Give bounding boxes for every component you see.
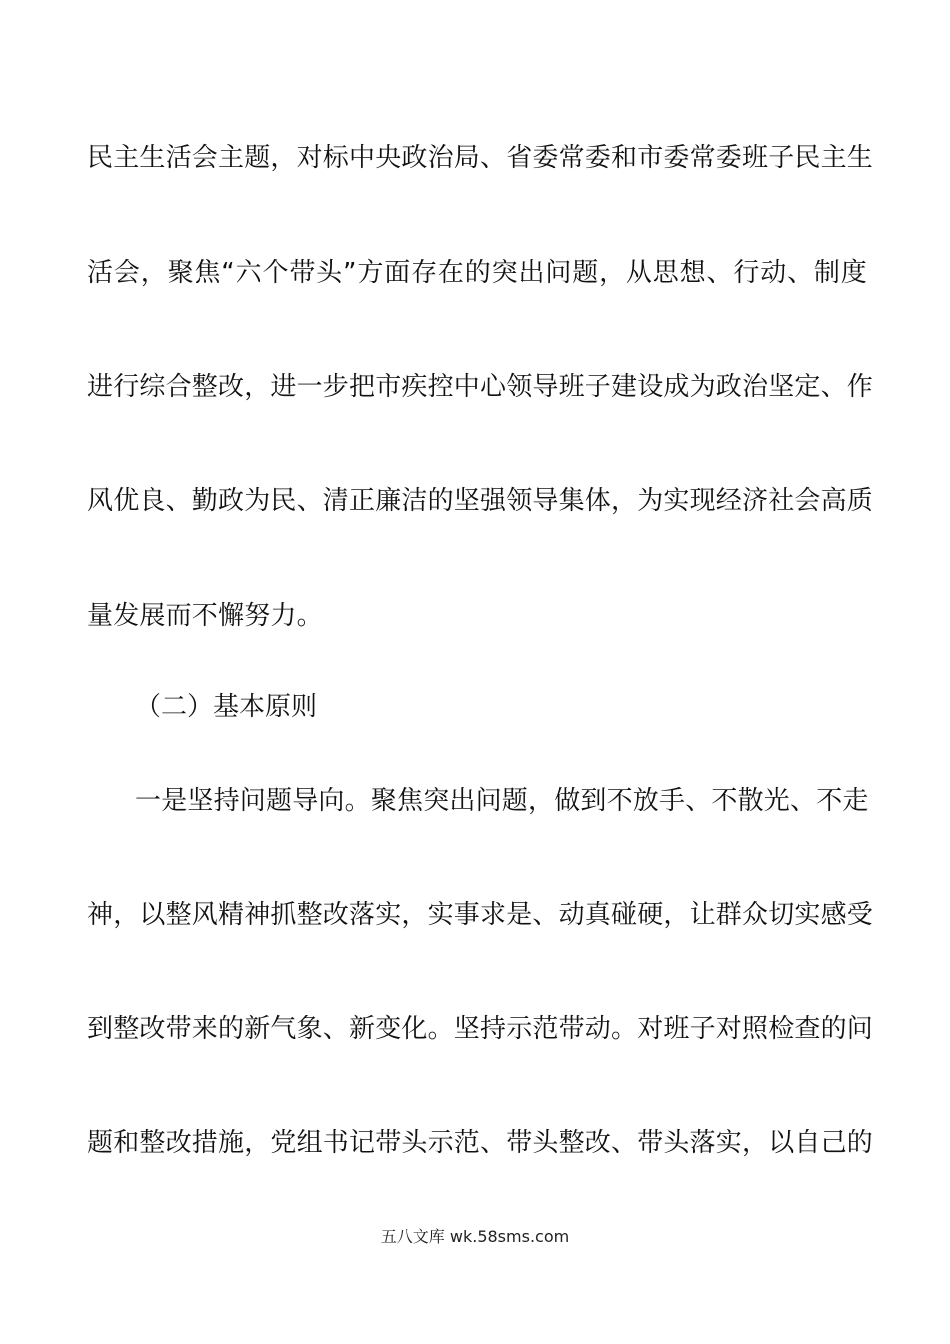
paragraph-line: 民主生活会主题，对标中央政治局、省委常委和市委常委班子民主生 xyxy=(87,143,874,173)
paragraph-line: 活会，聚焦“六个带头”方面存在的突出问题，从思想、行动、制度 xyxy=(87,258,867,288)
paragraph-line: 到整改带来的新气象、新变化。坚持示范带动。对班子对照检查的问 xyxy=(87,1014,874,1044)
section-heading: （二）基本原则 xyxy=(135,692,318,722)
paragraph-line: 进行综合整改，进一步把市疾控中心领导班子建设成为政治坚定、作 xyxy=(87,372,874,402)
paragraph-line: 风优良、勤政为民、清正廉洁的坚强领导集体，为实现经济社会高质 xyxy=(87,486,874,516)
paragraph-line: 神，以整风精神抓整改落实，实事求是、动真碰硬，让群众切实感受 xyxy=(87,900,874,930)
paragraph-line: 题和整改措施，党组书记带头示范、带头整改、带头落实，以自己的 xyxy=(87,1128,874,1158)
footer-watermark: 五八文库 wk.58sms.com xyxy=(380,1227,570,1246)
paragraph-line: 一是坚持问题导向。聚焦突出问题，做到不放手、不散光、不走 xyxy=(135,786,869,816)
paragraph-line-last: 量发展而不懈努力。 xyxy=(87,601,323,631)
